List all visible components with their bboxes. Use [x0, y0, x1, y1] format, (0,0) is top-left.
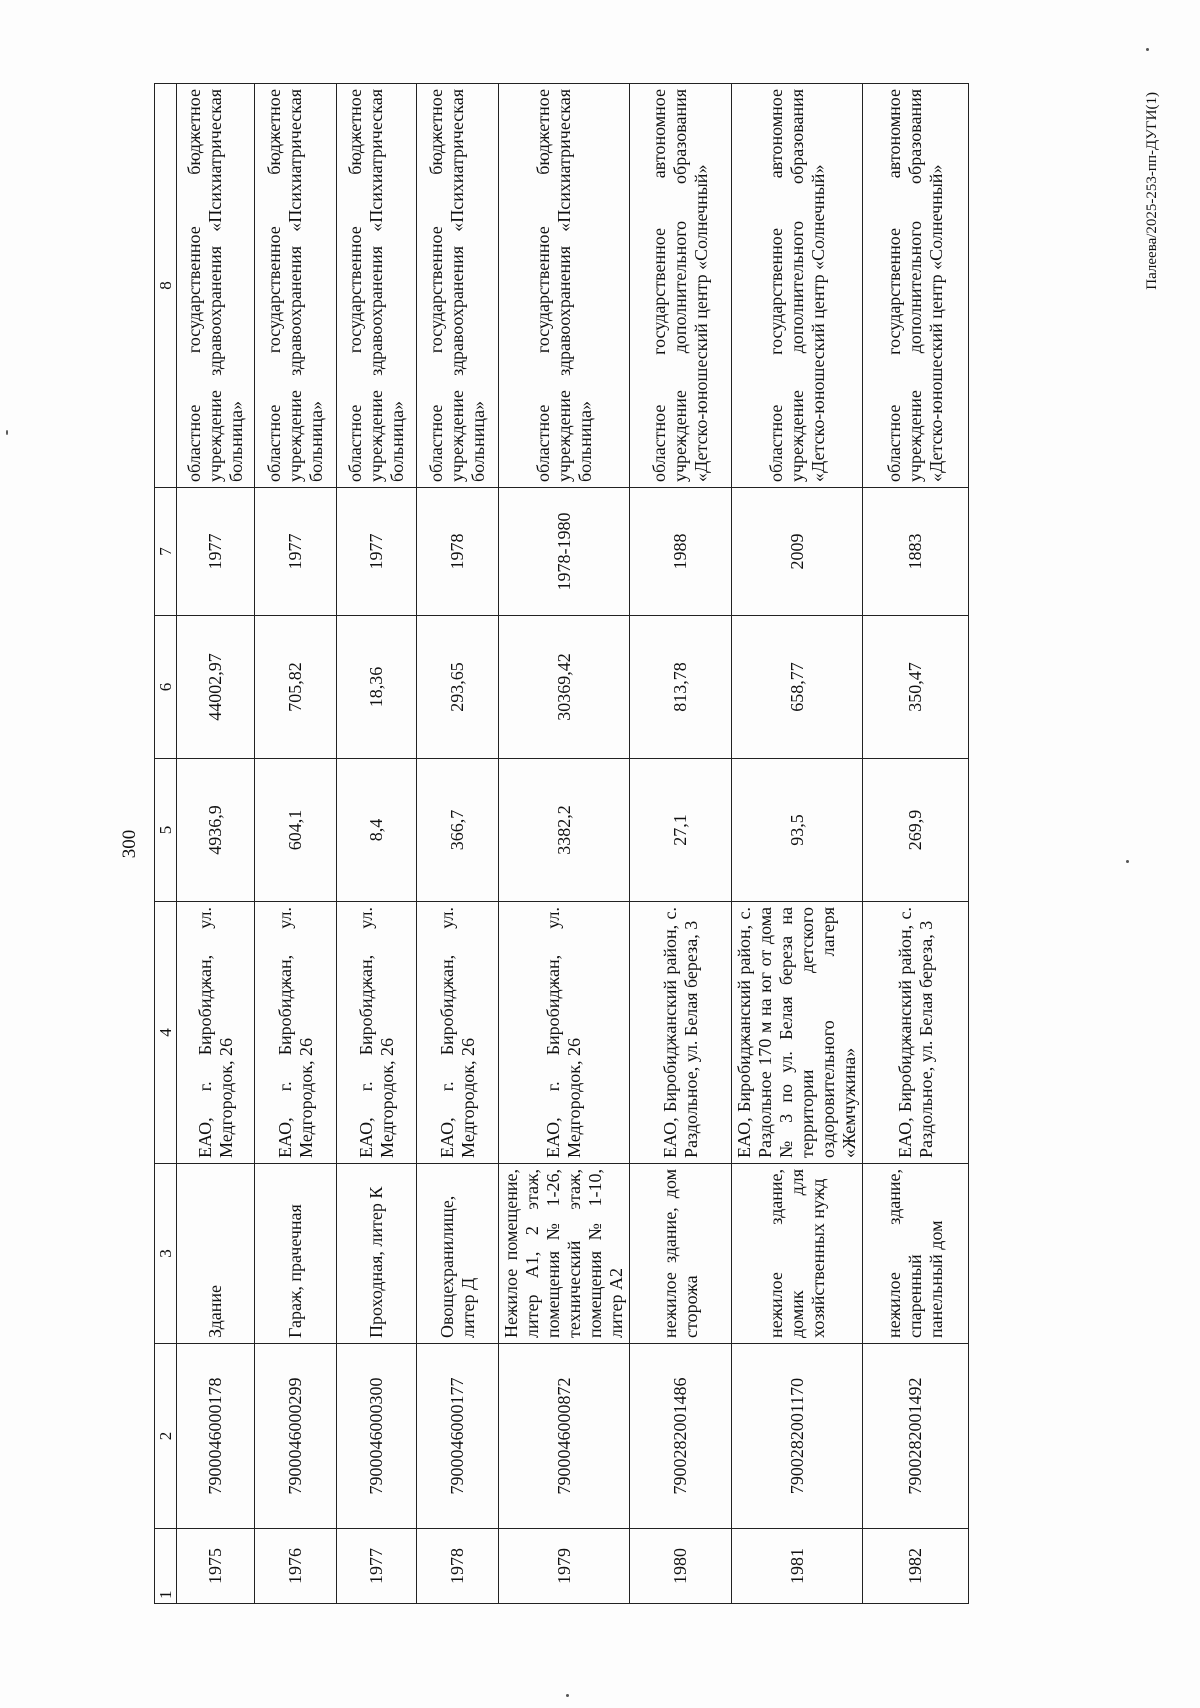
row-number: 1977 — [337, 1529, 417, 1604]
object-value: 293,65 — [417, 616, 499, 759]
table-row — [417, 84, 499, 1604]
object-area: 604,1 — [255, 759, 337, 902]
object-year: 1883 — [863, 488, 969, 616]
row-number: 1975 — [177, 1529, 255, 1604]
object-address: ЕАО, Биробиджанский район, с. Раздольное 170 м на юг от дома № 3 по ул. Белая береза на территории детского оздоровительного лагеря «Жемчужина» — [732, 902, 863, 1164]
table-row — [177, 84, 255, 1604]
cadastral-number: 7900046000300 — [337, 1344, 417, 1529]
object-year: 2009 — [732, 488, 863, 616]
cadastral-number: 7900046000872 — [499, 1344, 630, 1529]
object-value: 813,78 — [630, 616, 732, 759]
object-value: 18,36 — [337, 616, 417, 759]
object-name: нежилое здание, домик для хозяйственных нужд — [732, 1164, 863, 1344]
object-area: 8,4 — [337, 759, 417, 902]
cadastral-number: 7900282001170 — [732, 1344, 863, 1529]
object-value: 705,82 — [255, 616, 337, 759]
object-address: ЕАО, г. Биробиджан, ул. Медгородок, 26 — [337, 902, 417, 1164]
object-name: нежилое здание, дом сторожа — [630, 1164, 732, 1344]
row-number: 1982 — [863, 1529, 969, 1604]
rotated-content — [120, 84, 1200, 1604]
object-year: 1988 — [630, 488, 732, 616]
right-holder: областное государственное бюджетное учреждение здравоохранения «Психиатрическая больница» — [337, 84, 417, 488]
cadastral-number: 7900046000178 — [177, 1344, 255, 1529]
scan-speck — [1146, 48, 1149, 51]
right-holder: областное государственное автономное учреждение дополнительного образования «Детско-юношеский центр «Солнечный» — [863, 84, 969, 488]
table-row — [732, 84, 863, 1604]
table-row — [499, 84, 630, 1604]
object-value: 44002,97 — [177, 616, 255, 759]
object-area: 366,7 — [417, 759, 499, 902]
object-area: 4936,9 — [177, 759, 255, 902]
column-header: 2 — [155, 1344, 177, 1529]
property-table — [154, 83, 969, 1604]
object-area: 3382,2 — [499, 759, 630, 902]
right-holder: областное государственное бюджетное учреждение здравоохранения «Психиатрическая больница» — [177, 84, 255, 488]
object-value: 658,77 — [732, 616, 863, 759]
object-year: 1977 — [177, 488, 255, 616]
object-year: 1977 — [255, 488, 337, 616]
cadastral-number: 7900282001486 — [630, 1344, 732, 1529]
object-name: Гараж, прачечная — [255, 1164, 337, 1344]
object-value: 30369,42 — [499, 616, 630, 759]
right-holder: областное государственное бюджетное учреждение здравоохранения «Психиатрическая больница» — [499, 84, 630, 488]
table-row — [337, 84, 417, 1604]
table-row — [863, 84, 969, 1604]
row-number: 1978 — [417, 1529, 499, 1604]
scan-speck — [6, 430, 8, 435]
column-header: 8 — [155, 84, 177, 488]
right-holder: областное государственное бюджетное учреждение здравоохранения «Психиатрическая больница» — [255, 84, 337, 488]
row-number: 1981 — [732, 1529, 863, 1604]
object-address: ЕАО, г. Биробиджан, ул. Медгородок, 26 — [177, 902, 255, 1164]
object-area: 269,9 — [863, 759, 969, 902]
right-holder: областное государственное автономное учреждение дополнительного образования «Детско-юношеский центр «Солнечный» — [732, 84, 863, 488]
right-holder: областное государственное бюджетное учреждение здравоохранения «Психиатрическая больница» — [417, 84, 499, 488]
table-row — [255, 84, 337, 1604]
object-year: 1978-1980 — [499, 488, 630, 616]
right-holder: областное государственное автономное учреждение дополнительного образования «Детско-юношеский центр «Солнечный» — [630, 84, 732, 488]
row-number: 1976 — [255, 1529, 337, 1604]
table-row — [630, 84, 732, 1604]
scan-speck — [566, 1694, 569, 1697]
object-name: нежилое здание, спаренный панельный дом — [863, 1164, 969, 1344]
object-name: Нежилое помещение, литер А1, 2 этаж, помещения № 1-26, технический этаж, помещения № 1-10, литер А2 — [499, 1164, 630, 1344]
header-row — [155, 84, 177, 1604]
page-number: 300 — [119, 829, 140, 859]
column-header: 6 — [155, 616, 177, 759]
object-year: 1978 — [417, 488, 499, 616]
row-number: 1980 — [630, 1529, 732, 1604]
column-header: 3 — [155, 1164, 177, 1344]
object-area: 93,5 — [732, 759, 863, 902]
object-area: 27,1 — [630, 759, 732, 902]
object-value: 350,47 — [863, 616, 969, 759]
object-address: ЕАО, Биробиджанский район, с. Раздольное, ул. Белая береза, 3 — [630, 902, 732, 1164]
document-footer: Палеева/2025-253-пп-ДУГИ(1) — [1144, 92, 1160, 290]
object-name: Овощехранилище, литер Д — [417, 1164, 499, 1344]
column-header: 7 — [155, 488, 177, 616]
object-name: Проходная, литер К — [337, 1164, 417, 1344]
object-address: ЕАО, г. Биробиджан, ул. Медгородок, 26 — [417, 902, 499, 1164]
cadastral-number: 7900046000177 — [417, 1344, 499, 1529]
column-header: 4 — [155, 902, 177, 1164]
object-year: 1977 — [337, 488, 417, 616]
object-address: ЕАО, г. Биробиджан, ул. Медгородок, 26 — [255, 902, 337, 1164]
column-header: 5 — [155, 759, 177, 902]
cadastral-number: 7900282001492 — [863, 1344, 969, 1529]
row-number: 1979 — [499, 1529, 630, 1604]
object-address: ЕАО, Биробиджанский район, с. Раздольное, ул. Белая береза, 3 — [863, 902, 969, 1164]
object-address: ЕАО, г. Биробиджан, ул. Медгородок, 26 — [499, 902, 630, 1164]
object-name: Здание — [177, 1164, 255, 1344]
cadastral-number: 7900046000299 — [255, 1344, 337, 1529]
column-header: 1 — [155, 1529, 177, 1604]
scan-speck — [1126, 860, 1129, 863]
